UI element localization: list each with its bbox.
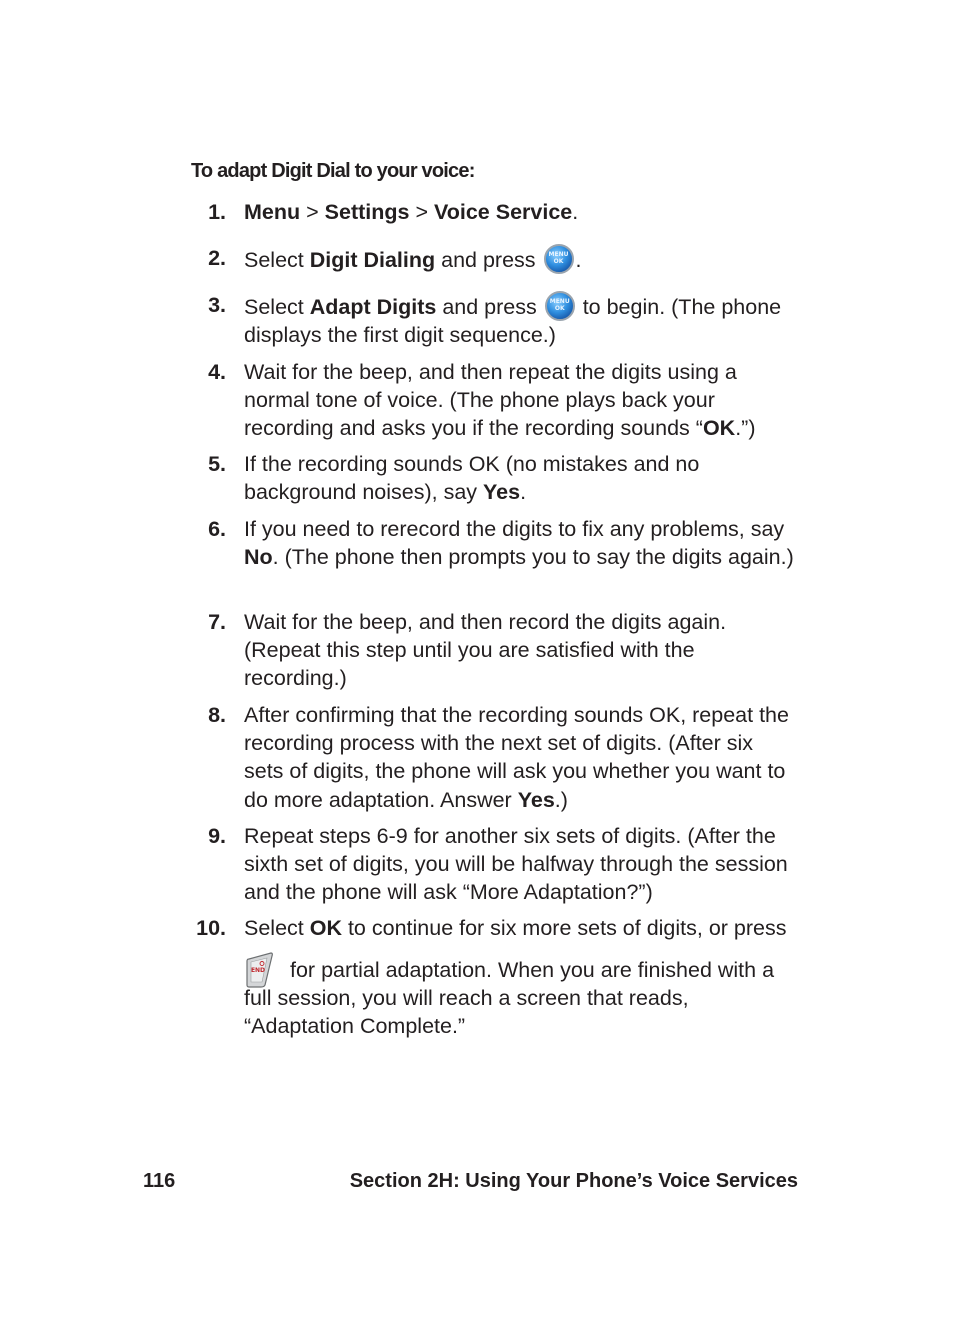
step-9: Repeat steps 6-9 for another six sets of digits. (After the sixth set of digits, you will be halfway through the session and the phone will ask “More Adaptation?”) bbox=[244, 824, 788, 905]
step-text: .”) bbox=[735, 416, 756, 441]
step-number: 3. bbox=[208, 293, 226, 317]
menu-ok-key-icon bbox=[545, 291, 575, 321]
adapt-digits-label: Adapt Digits bbox=[309, 295, 437, 319]
step-10 bbox=[244, 914, 794, 942]
step-7: Wait for the beep, and then record the digits again. (Repeat this step until you are satisfied with the recording.) bbox=[244, 610, 727, 691]
step-2 bbox=[244, 244, 794, 274]
page-number: 116 bbox=[143, 1170, 176, 1192]
step-text: . bbox=[575, 248, 582, 272]
procedure-heading: To adapt Digit Dial to your voice: bbox=[191, 160, 475, 182]
step-number: 2. bbox=[208, 246, 226, 270]
digit-dialing-label: Digit Dialing bbox=[309, 248, 436, 272]
ok-label: OK bbox=[702, 416, 736, 441]
yes-label: Yes bbox=[483, 480, 521, 505]
separator: > bbox=[409, 200, 434, 224]
step-6 bbox=[244, 515, 794, 571]
step-10-continued: for partial adaptation. When you are finished with a full session, you will reach a screen that reads, “Adaptation Complete.” bbox=[244, 958, 775, 1039]
separator: > bbox=[300, 200, 325, 224]
step-number: 7. bbox=[208, 610, 226, 634]
step-1 bbox=[244, 198, 794, 226]
step-number: 10. bbox=[196, 916, 226, 940]
step-text: If you need to rerecord the digits to fix any problems, say bbox=[244, 517, 785, 541]
settings-label: Settings bbox=[324, 200, 410, 224]
step-text: Select bbox=[244, 248, 310, 272]
key-label: MENU OK bbox=[549, 298, 570, 312]
step-text: Select bbox=[244, 295, 310, 319]
menu-label: Menu bbox=[244, 200, 301, 224]
menu-ok-key-icon bbox=[544, 244, 574, 274]
step-text: Select bbox=[244, 916, 310, 940]
step-3 bbox=[244, 291, 794, 349]
step-number: 6. bbox=[208, 517, 226, 541]
step-text: to continue for six more sets of digits, or press bbox=[341, 916, 787, 940]
step-number: 9. bbox=[208, 824, 226, 848]
step-text: After confirming that the recording sounds OK, repeat the recording process with the next set of digits. (After six sets of digits, the phone will ask you whether you want to do more adaptation. Answer bbox=[244, 703, 789, 812]
ok-label: OK bbox=[309, 916, 342, 940]
yes-label: Yes bbox=[517, 787, 555, 812]
step-text: . bbox=[572, 200, 579, 224]
step-number: 1. bbox=[208, 200, 226, 224]
step-number: 8. bbox=[208, 703, 226, 727]
step-number: 4. bbox=[208, 360, 226, 384]
step-text: . (The phone then prompts you to say the digits again.) bbox=[272, 545, 794, 570]
section-title: Section 2H: Using Your Phone’s Voice Services bbox=[349, 1170, 798, 1192]
step-number: 5. bbox=[208, 452, 226, 476]
step-8 bbox=[244, 701, 794, 814]
step-text: . bbox=[520, 480, 527, 505]
step-4 bbox=[244, 358, 794, 443]
step-text: and press bbox=[435, 248, 542, 272]
step-text: and press bbox=[436, 295, 543, 319]
no-label: No bbox=[244, 545, 273, 570]
key-label: MENU OK bbox=[548, 251, 569, 265]
step-text: If the recording sounds OK (no mistakes and no background noises), say bbox=[244, 452, 700, 505]
voice-service-label: Voice Service bbox=[434, 200, 573, 224]
step-text: to begin. (The phone displays the first digit sequence.) bbox=[244, 295, 782, 348]
end-key-label: END bbox=[250, 967, 266, 974]
step-text: Wait for the beep, and then repeat the digits using a normal tone of voice. (The phone plays back your recording and asks you if the recording sounds “ bbox=[244, 360, 737, 441]
step-5 bbox=[244, 450, 794, 506]
step-text: .) bbox=[554, 787, 568, 812]
